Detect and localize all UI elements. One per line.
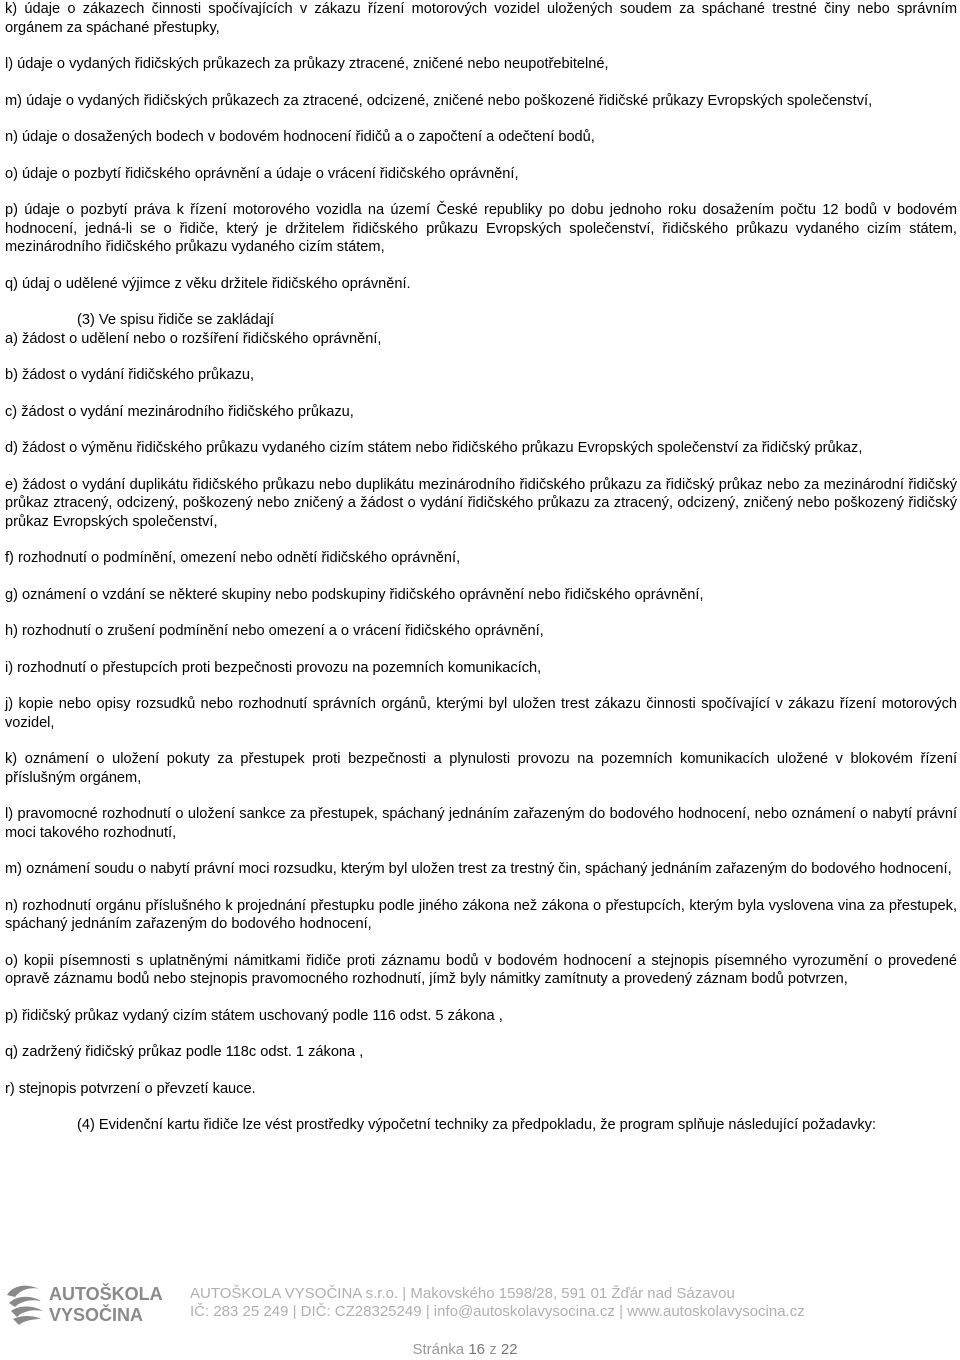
list-item: m) údaje o vydaných řidičských průkazech za ztracené, odcizené, zničené nebo poškozené řidičské průkazy Evropských společenství, [5, 92, 873, 109]
list-item: g) oznámení o vzdání se některé skupiny nebo podskupiny řidičského oprávnění nebo řidičského oprávnění, [5, 586, 704, 603]
logo-line-1: AUTOŠKOLA [49, 1284, 163, 1304]
document-body [5, 0, 957, 1153]
page-total: 22 [500, 1341, 518, 1358]
list-item: k) údaje o zákazech činnosti spočívajících v zákazu řízení motorových vozidel uložených soudem za spáchané trestné činy nebo správním orgánem za spáchané přestupky, [5, 1, 957, 36]
list-item: a) žádost o udělení nebo o rozšíření řidičského oprávnění, [5, 330, 382, 347]
list-item: p) řidičský průkaz vydaný cizím státem uschovaný podle 116 odst. 5 zákona , [5, 1007, 503, 1024]
list-item: q) údaj o udělené výjimce z věku držitele řidičského oprávnění. [5, 275, 411, 292]
list-item: q) zadržený řidičský průkaz podle 118c odst. 1 zákona , [5, 1044, 364, 1060]
list-item: p) údaje o pozbytí práva k řízení motorového vozidla na území České republiky po dobu jednoho roku dosažením počtu 12 bodů v bodovém hodnocení, jedná-li se o řidiče, který je držitelem řidičského průkazu Evropských společenství, řidičského průkazu vydaného cizím státem, mezinárodního řidičského průkazu vydaného cizím státem, [5, 202, 957, 255]
list-item: o) údaje o pozbytí řidičského oprávnění a údaje o vrácení řidičského oprávnění, [5, 165, 519, 182]
footer-ids-contact: IČ: 283 25 249 | DIČ: CZ28325249 | info@autoskolavysocina.cz | www.autoskolavysocina.cz [190, 1303, 805, 1320]
section-4-paragraph: (4) Evidenční kartu řidiče lze vést prostředky výpočetní techniky za předpokladu, že program splňuje následující požadavky: [77, 1117, 877, 1133]
list-item: b) žádost o vydání řidičského průkazu, [5, 367, 255, 383]
list-item: m) oznámení soudu o nabytí právní moci rozsudku, kterým byl uložen trest za trestný čin, spáchaný jednáním zařazeným do bodového hodnocení, [5, 861, 952, 877]
page-prefix: Stránka [412, 1341, 465, 1358]
list-item: j) kopie nebo opisy rozsudků nebo rozhodnutí správních orgánů, kterými byl uložen trest zákazu činnosti spočívající v zákazu řízení motorových vozidel, [5, 696, 957, 731]
page-current: 16 [468, 1341, 486, 1358]
list-item: o) kopii písemnosti s uplatněnými námitkami řidiče proti záznamu bodů v bodovém hodnocení a stejnopis písemného vyrozumění o provedené opravě záznamu bodů nebo stejnopis pravomocného rozhodnutí, jímž byly námitky zamítnuty a provedený záznam bodů potvrzen, [5, 952, 957, 987]
footer-company-address: AUTOŠKOLA VYSOČINA s.r.o. | Makovského 1598/28, 591 01 Žďár nad Sázavou [190, 1285, 735, 1302]
list-item: r) stejnopis potvrzení o převzetí kauce. [5, 1080, 256, 1097]
list-item: d) žádost o výměnu řidičského průkazu vydaného cizím státem nebo řidičského průkazu Evropských společenství za řidičský průkaz, [5, 440, 863, 456]
list-item: l) pravomocné rozhodnutí o uložení sankce za přestupek, spáchaný jednáním zařazeným do bodového hodnocení, nebo oznámení o nabytí právní moci takového rozhodnutí, [5, 806, 957, 841]
logo-line-2: VYSOČINA [49, 1305, 144, 1325]
list-item: f) rozhodnutí o podmínění, omezení nebo odnětí řidičského oprávnění, [5, 550, 461, 566]
page-separator: z [489, 1341, 497, 1358]
list-item: n) údaje o dosažených bodech v bodovém hodnocení řidičů a o započtení a odečtení bodů, [5, 129, 595, 145]
list-item: h) rozhodnutí o zrušení podmínění nebo omezení a o vrácení řidičského oprávnění, [5, 623, 544, 639]
page-number [0, 1341, 930, 1358]
autoskola-vysocina-logo [5, 1281, 173, 1325]
page-footer [0, 1278, 960, 1328]
list-item: i) rozhodnutí o přestupcích proti bezpečnosti provozu na pozemních komunikacích, [5, 659, 542, 676]
list-item: n) rozhodnutí orgánu příslušného k projednání přestupku podle jiného zákona než zákona o přestupcích, kterým byla vyslovena vina za přestupek, spáchaný jednáním zařazeným do bodového hodnocení, [5, 897, 957, 932]
footer-contact [190, 1285, 805, 1321]
list-item: l) údaje o vydaných řidičských průkazech za průkazy ztracené, zničené nebo neupotřebitelné, [5, 56, 609, 72]
list-item: k) oznámení o uložení pokuty za přestupek proti bezpečnosti a plynulosti provozu na pozemních komunikacích uložené v blokovém řízení příslušným orgánem, [5, 751, 957, 786]
section-3-heading: (3) Ve spisu řidiče se zakládají [77, 312, 275, 328]
list-item: e) žádost o vydání duplikátu řidičského průkazu nebo duplikátu mezinárodního řidičského průkazu za řidičský průkaz nebo za mezinárodní řidičský průkaz ztracený, odcizený, poškozený nebo zničený a žádost o vydání řidičského průkazu za ztracený, odcizený, zničený nebo poškozený řidičský průkaz Evropských společenství, [5, 476, 957, 530]
list-item: c) žádost o vydání mezinárodního řidičského průkazu, [5, 403, 354, 420]
